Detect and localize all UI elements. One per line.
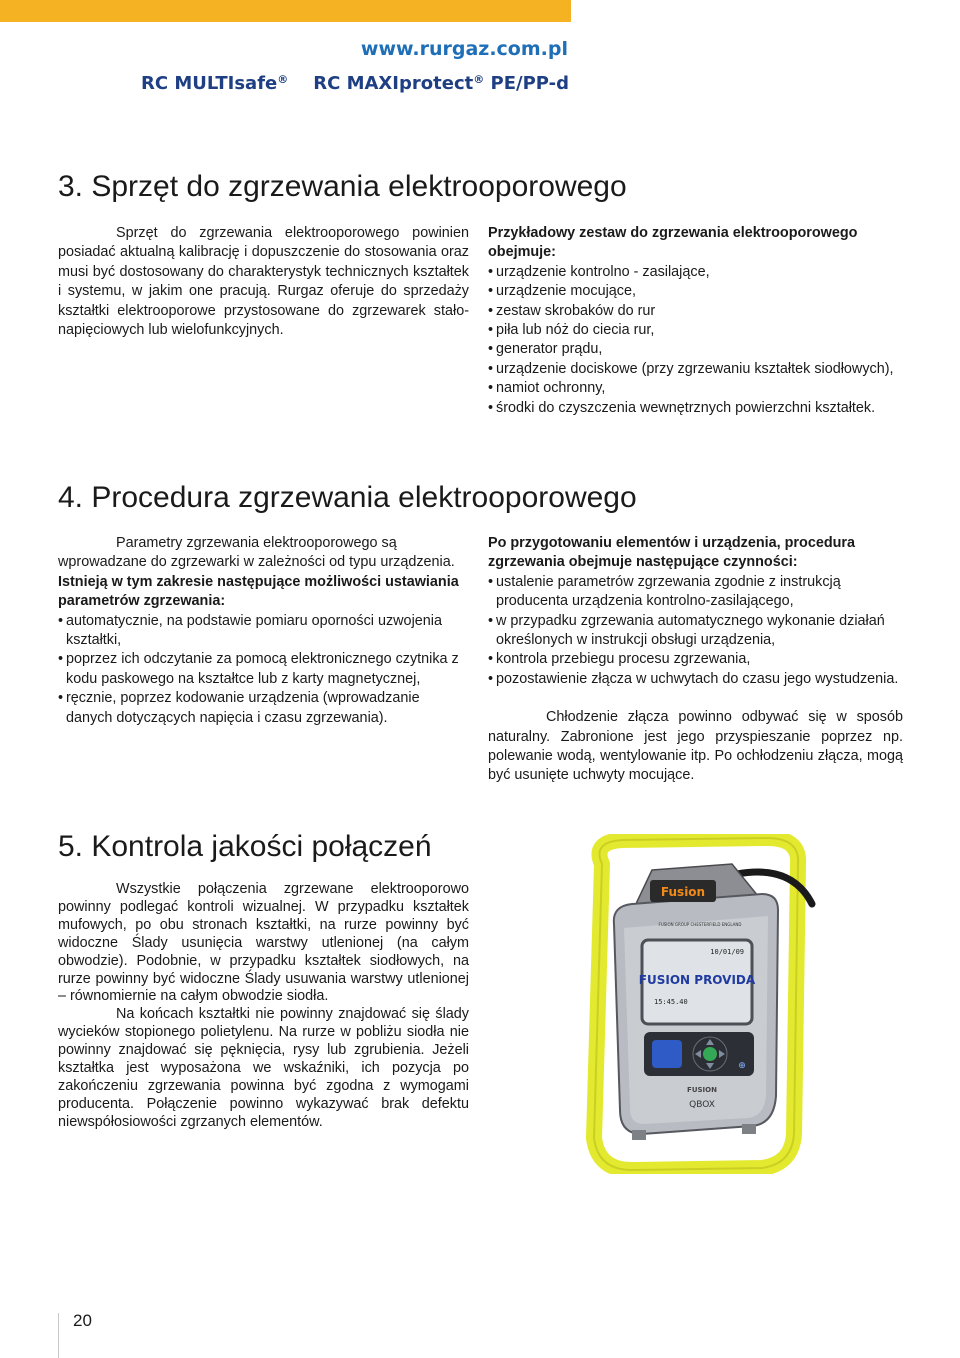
model-name: QBOX [689, 1100, 715, 1110]
section-5-text [58, 881, 469, 1132]
section-5-paragraph-1: Wszystkie połączenia zgrzewane elektrooporowo powinny podlegać kontroli wizualnej. W przypadku kształtek mufowych, po obu stronach kształtki, na rurze powinny być widoczne Ślady usunięcia warstwy utlenionej (na całym obwodzie). Podobnie, w przypadku kształtek siodłowych, na rurze powinny być widoczne Ślady usuwania warstwy utlenionej – równomiernie na całym obwodzie siodła. [58, 881, 469, 1005]
list-item: • w przypadku zgrzewania automatycznego wykonanie działań określonych w instrukcji obsługi urządzenia, [488, 612, 885, 649]
product-multisafe: RC MULTIsafe® [141, 73, 289, 94]
list-item: • pozostawienie złącza w uchwytach do czasu jego wystudzenia. [488, 670, 899, 687]
equipment-list-heading: Przykładowy zestaw do zgrzewania elektrooporowego obejmuje: [488, 225, 858, 261]
page-number: 20 [73, 1311, 92, 1330]
list-item: • urządzenie kontrolno - zasilające, [488, 263, 710, 280]
options-heading: Istnieją w tym zakresie następujące możliwości ustawiania parametrów zgrzewania: [58, 573, 459, 610]
brand-logo: Fusion [660, 885, 706, 899]
list-item: • urządzenie dociskowe (przy zgrzewaniu kształtek siodłowych), [488, 360, 894, 377]
list-item: • zestaw skrobaków do rur [488, 302, 656, 319]
registered-mark: ® [473, 73, 485, 86]
cooling-paragraph: Chłodzenie złącza powinno odbywać się w sposób naturalny. Zabronione jest jego przyspieszanie poprzez np. polewanie wodą, wentylowanie itp. Po ochłodzeniu złącza, mogą być usunięte uchwyty mocujące. [488, 709, 903, 784]
list-item: • ustalenie parametrów zgrzewania zgodnie z instrukcją producenta urządzenia kontrolno-zasilającego, [488, 573, 841, 610]
list-item: • automatycznie, na podstawie pomiaru oporności uzwojenia kształtki, [58, 612, 442, 649]
section-5-title: 5. Kontrola jakości połączeń [58, 830, 432, 863]
section-5-paragraph-2: Na końcach kształtki nie powinny znajdować się ślady wycieków stopionego polietylenu. Na rurze w pobliżu siodła nie powinny znajdować się pęknięcia, rysy lub zgrubienia. Jeżeli kształtka jest wyposażona we wskaźniki, ich pozycja po zakończeniu zgrzewania powinna być zgodna z wymogami producenta. Połączenie powinno wykazywać brak defektu niewspółosiowości zgrzanych elementów. [58, 1006, 469, 1130]
device-label: FUSION GROUP CHESTERFIELD ENGLAND [658, 922, 742, 927]
screen-title: FUSION PROVIDA [638, 973, 756, 987]
section-3-paragraph: Sprzęt do zgrzewania elektrooporowego powinien posiadać aktualną kalibrację i dopuszczenie do stosowania oraz musi być dostosowany do charakterystyk technicznych kształtek i systemu, w jakim one pracują. Rurgaz oferuje do sprzedaży kształtki elektrooporowe przystosowane do zgrzewarek stało-napięciowych lub wielofunkcyjnych. [58, 225, 469, 339]
start-button-icon [703, 1047, 717, 1061]
screen-time: 15:45.40 [654, 998, 688, 1006]
website-url[interactable]: www.rurgaz.com.pl [360, 38, 568, 60]
top-accent-bar [0, 0, 571, 22]
product-maxiprotect: RC MAXIprotect® PE/PP-d [313, 73, 569, 94]
section-4-left-column [58, 534, 469, 728]
product-names [141, 73, 569, 94]
list-item: • ręcznie, poprzez kodowanie urządzenia (wprowadzanie danych dotyczących napięcia i czasu zgrzewania). [58, 690, 420, 726]
list-item: • środki do czyszczenia wewnętrznych powierzchni kształtek. [488, 399, 876, 416]
list-item: • generator prądu, [488, 341, 603, 358]
section-4-title: 4. Procedura zgrzewania elektrooporowego [58, 481, 637, 514]
steps-heading: Po przygotowaniu elementów i urządzenia, procedura zgrzewania obejmuje następujące czynności: [488, 535, 856, 571]
stop-button-icon [652, 1040, 682, 1068]
svg-text:⊕: ⊕ [738, 1061, 746, 1071]
welding-machine-photo [562, 834, 817, 1174]
list-item: • poprzez ich odczytanie za pomocą elektronicznego czytnika z kodu paskowego na kształtce lub z karty magnetycznej, [58, 651, 459, 687]
screen-date: 10/01/09 [710, 948, 744, 956]
section-3-title: 3. Sprzęt do zgrzewania elektrooporowego [58, 170, 627, 203]
steps-list [488, 573, 903, 689]
list-item: • piła lub nóż do ciecia rur, [488, 322, 655, 339]
maker-logo: FUSION [687, 1086, 717, 1094]
section-4-right-column [488, 534, 903, 786]
section-4-intro: Parametry zgrzewania elektrooporowego są wprowadzane do zgrzewarki w zależności od typu urządzenia. [58, 535, 455, 571]
section-3-equipment-list [488, 224, 903, 418]
options-list [58, 612, 469, 728]
list-item: • namiot ochronny, [488, 380, 606, 397]
list-item: • kontrola przebiegu procesu zgrzewania, [488, 651, 751, 668]
equipment-items [488, 263, 903, 418]
registered-mark: ® [277, 73, 289, 86]
list-item: • urządzenie mocujące, [488, 283, 636, 300]
footer-rule [58, 1313, 59, 1358]
